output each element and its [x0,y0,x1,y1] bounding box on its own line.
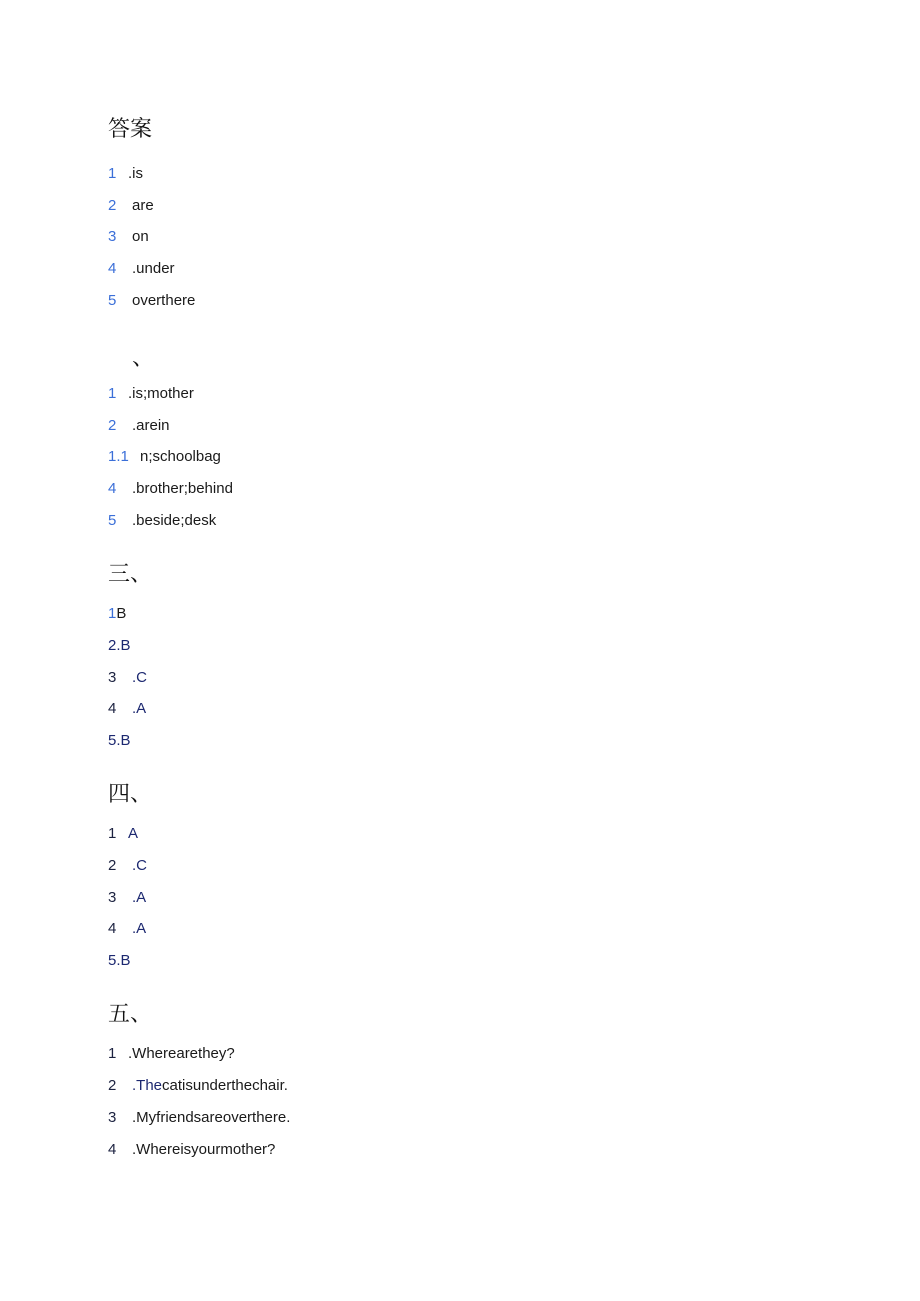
item-text: overthere [132,292,196,309]
item-text: .is;mother [128,385,194,402]
item-number: 3 [108,228,117,245]
item-text [132,1076,288,1096]
section-title-three: 三、 [108,562,153,587]
section-title-five: 五、 [108,1002,153,1027]
item-text: .A [132,889,147,906]
item-number: 2 [108,857,117,874]
item-number: 5 [108,512,117,529]
item-number: 1.1 [108,448,129,465]
item-number: 3 [108,1109,117,1126]
item-number: 5. [108,732,121,749]
item-number: 3 [108,889,117,906]
item-text: B [116,605,127,622]
item-number: 2 [108,197,117,214]
item-number: 1 [108,165,117,182]
item-number: 3 [108,669,117,686]
item-number: 2. [108,637,121,654]
item-number: 4 [108,920,117,937]
item-text: .arein [132,417,170,434]
item-text: .A [132,920,147,937]
item-text-part: .The [132,1077,163,1094]
item-number: 2 [108,417,117,434]
item-text: .is [128,165,143,182]
item-number: 4 [108,700,117,717]
item-number: 4 [108,260,117,277]
item-text: n;schoolbag [140,448,221,465]
item-text: .under [132,260,175,277]
item-number: 1 [108,605,117,622]
item-text: B [120,637,131,654]
item-number: 2 [108,1077,117,1094]
section-title-two: 、 [132,346,155,371]
item-text: .beside;desk [132,512,217,529]
item-text: .Whereisyourmother? [132,1141,276,1158]
item-text: .A [132,700,147,717]
item-number: 1 [108,385,117,402]
item-text: .Myfriendsareoverthere. [132,1109,291,1126]
item-text: B [120,732,131,749]
item-text: .C [132,669,147,686]
item-text: on [132,228,149,245]
item-number: 5. [108,952,121,969]
item-number: 4 [108,1141,117,1158]
item-number: 5 [108,292,117,309]
item-text-part: catisunderthechair. [162,1077,288,1094]
item-number: 1 [108,1045,117,1062]
item-text: A [128,825,139,842]
section-title-answers: 答案 [108,117,153,142]
item-text: B [120,952,131,969]
item-text: are [132,197,154,214]
item-text: .C [132,857,147,874]
item-text: .brother;behind [132,480,233,497]
section-title-four: 四、 [108,782,153,807]
item-number: 1 [108,825,117,842]
item-number: 4 [108,480,117,497]
item-text: .Wherearethey? [128,1045,235,1062]
